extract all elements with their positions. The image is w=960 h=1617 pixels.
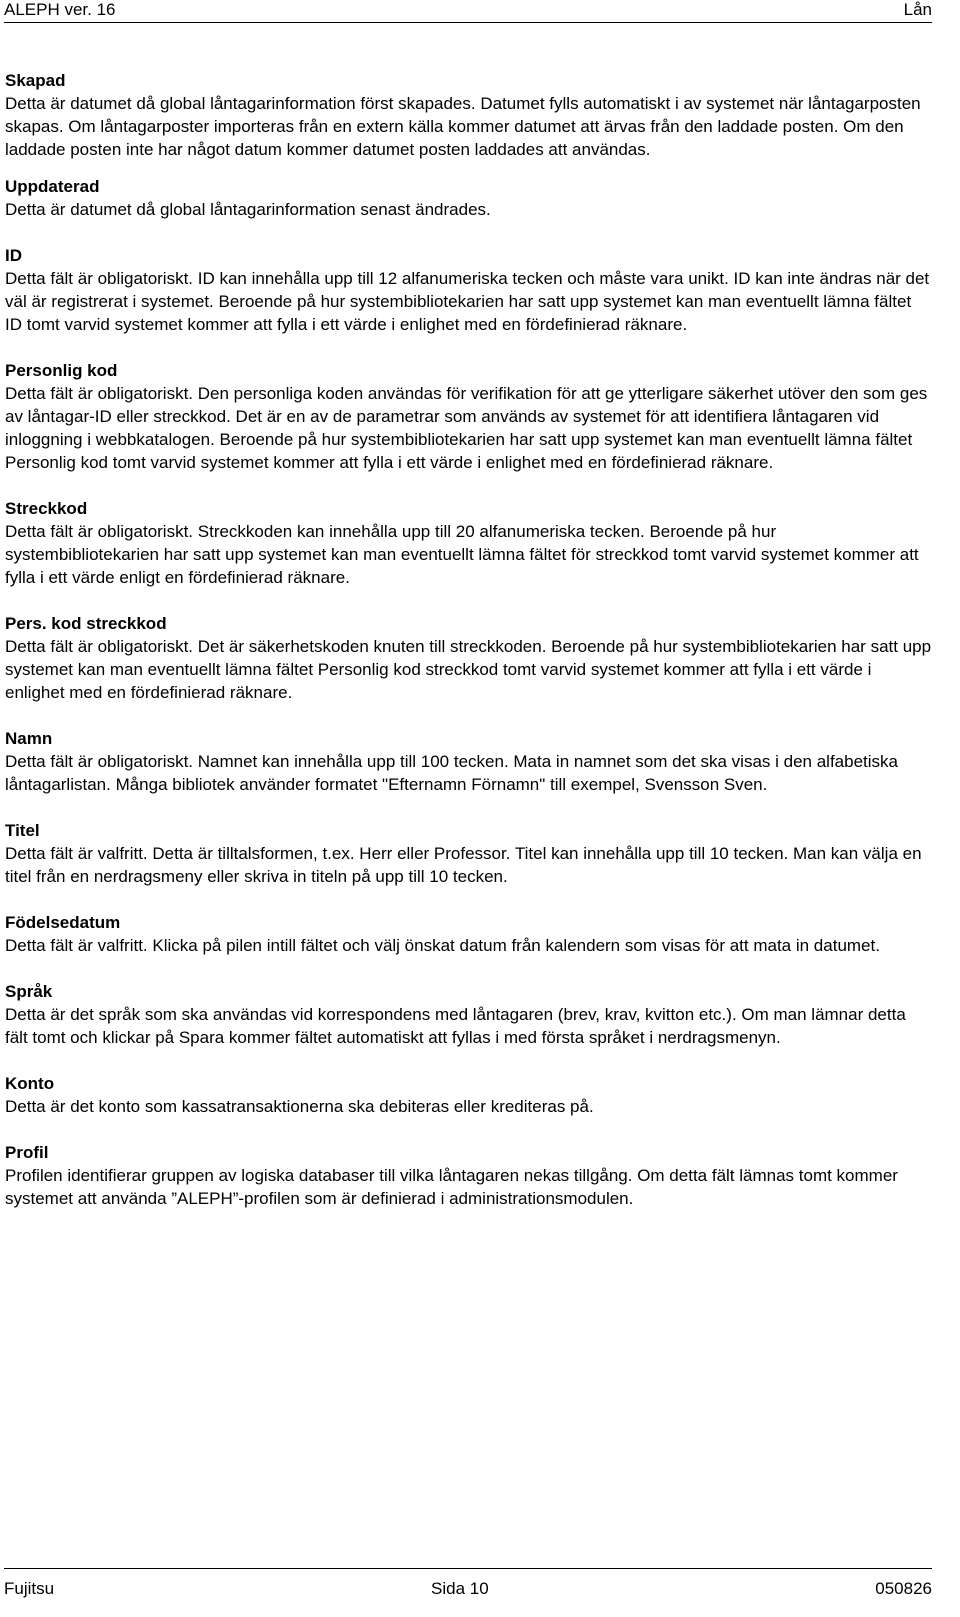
section-heading: Streckkod	[5, 499, 88, 518]
section-text: Detta fält är valfritt. Detta är tilltalsformen, t.ex. Herr eller Professor. Titel kan innehålla upp till 10 tecken. Man kan välja en titel från en nerdragsmeny eller skriva in titeln på upp till 10 tecken.	[5, 844, 922, 886]
section-heading: Titel	[5, 821, 40, 840]
document-body	[5, 69, 932, 1233]
section-heading: ID	[5, 246, 22, 265]
section-konto	[5, 1072, 932, 1118]
section-text: Detta fält är obligatoriskt. Namnet kan innehålla upp till 100 tecken. Mata in namnet som det ska visas i den alfabetiska låntagarlistan. Många bibliotek använder formatet "Efternamn Förnamn" till exempel, Svensson Sven.	[5, 752, 898, 794]
header-chapter: Lån	[903, 0, 932, 19]
footer-date-code: 050826	[875, 1579, 932, 1598]
section-heading: Konto	[5, 1074, 55, 1093]
section-skapad	[5, 69, 932, 161]
section-streckkod	[5, 497, 932, 589]
section-id	[5, 244, 932, 336]
section-heading: Personlig kod	[5, 361, 118, 380]
section-text: Detta fält är obligatoriskt. ID kan innehålla upp till 12 alfanumeriska tecken och måste vara unikt. ID kan inte ändras när det väl är registrerat i systemet. Beroende på hur systembibliotekarien har satt upp systemet kan man eventuellt lämna fältet ID tomt varvid systemet kommer att fylla i ett värde i enlighet med en fördefinierad räknare.	[5, 269, 930, 334]
section-heading: Namn	[5, 729, 53, 748]
section-pers-kod-streckkod	[5, 612, 932, 704]
section-heading: Skapad	[5, 71, 66, 90]
section-text: Profilen identifierar gruppen av logiska databaser till vilka låntagaren nekas tillgång. Om detta fält lämnas tomt kommer systemet att använda ”ALEPH”-profilen som är definierad i administrationsmodulen.	[5, 1166, 898, 1208]
section-heading: Uppdaterad	[5, 177, 100, 196]
page-header	[4, 0, 932, 23]
section-uppdaterad	[5, 175, 932, 221]
section-text: Detta fält är obligatoriskt. Den personliga koden användas för verifikation för att ge ytterligare säkerhet utöver den som ges av låntagar-ID eller streckkod. Det är en av de parametrar som används av systemet för att identifiera låntagaren vid inloggning i webbkatalogen. Beroende på hur systembibliotekarien har satt upp systemet kan man eventuellt lämna fältet Personlig kod tomt varvid systemet kommer att fylla i ett värde i enlighet med en fördefinierad räknare.	[5, 384, 928, 472]
header-title: ALEPH ver. 16	[4, 0, 116, 19]
section-text: Detta är det språk som ska användas vid korrespondens med låntagaren (brev, krav, kvitton etc.). Om man lämnar detta fält tomt och klickar på Spara kommer fältet automatiskt att fyllas i med första språket i nerdragsmenyn.	[5, 1005, 906, 1047]
section-heading: Pers. kod streckkod	[5, 614, 167, 633]
section-heading: Födelsedatum	[5, 913, 121, 932]
section-text: Detta är datumet då global låntagarinformation först skapades. Datumet fylls automatiskt i av systemet när låntagarposten skapas. Om låntagarposter importeras från en extern källa kommer datumet att ärvas från den laddade posten. Om den laddade posten inte har något datum kommer datumet posten laddades att användas.	[5, 94, 921, 159]
section-text: Detta fält är obligatoriskt. Streckkoden kan innehålla upp till 20 alfanumeriska tecken. Beroende på hur systembibliotekarien har satt upp systemet kan man eventuellt lämna fältet för streckkod tomt varvid systemet kommer att fylla i ett värde enligt en fördefinierad räknare.	[5, 522, 919, 587]
section-text: Detta är datumet då global låntagarinformation senast ändrades.	[5, 200, 491, 219]
section-profil	[5, 1141, 932, 1210]
section-heading: Språk	[5, 982, 53, 1001]
page-footer	[4, 1568, 932, 1609]
section-sprak	[5, 980, 932, 1049]
footer-page-number: Sida 10	[431, 1579, 489, 1598]
section-fodelsedatum	[5, 911, 932, 957]
section-titel	[5, 819, 932, 888]
section-heading: Profil	[5, 1143, 49, 1162]
section-text: Detta är det konto som kassatransaktionerna ska debiteras eller krediteras på.	[5, 1097, 594, 1116]
footer-company: Fujitsu	[4, 1579, 55, 1598]
section-text: Detta fält är obligatoriskt. Det är säkerhetskoden knuten till streckkoden. Beroende på hur systembibliotekarien har satt upp systemet kan man eventuellt lämna fältet Personlig kod streckkod tomt varvid systemet kommer att fylla i ett värde i enlighet med en fördefinierad räknare.	[5, 637, 932, 702]
section-text: Detta fält är valfritt. Klicka på pilen intill fältet och välj önskat datum från kalendern som visas för att mata in datumet.	[5, 936, 880, 955]
section-namn	[5, 727, 932, 796]
section-personlig-kod	[5, 359, 932, 474]
